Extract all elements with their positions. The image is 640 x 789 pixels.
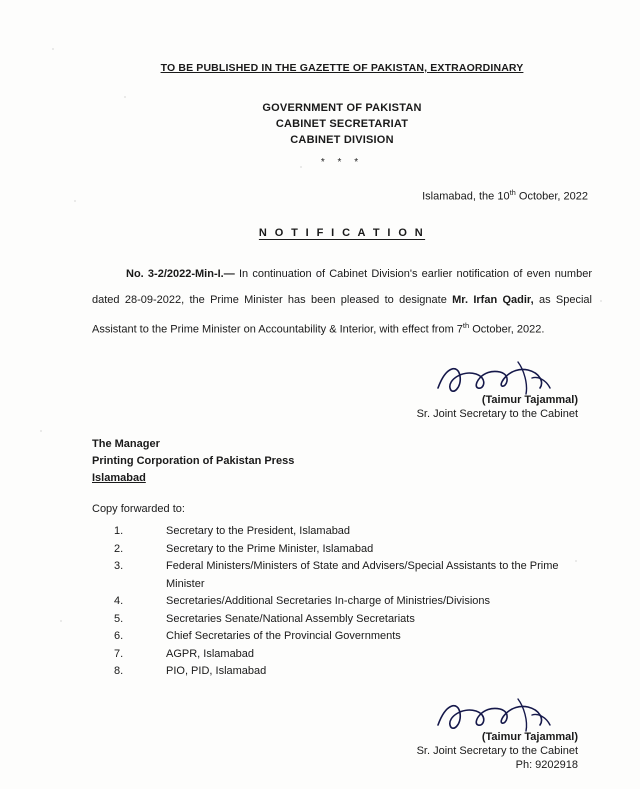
dateline-ordinal: th — [509, 188, 516, 197]
body-text-part-2: as Special Assistant to the Prime Minister on Accountability & Interior, with effect from 7 — [92, 293, 592, 336]
scan-speckle — [40, 430, 42, 432]
list-item-text: Federal Ministers/Ministers of State and Advisers/Special Assistants to the Prime Minister — [166, 560, 559, 590]
signatory-phone: Ph: 9202918 — [515, 758, 578, 771]
scan-speckle — [600, 300, 602, 302]
copy-forwarded-label: Copy forwarded to: — [92, 503, 185, 516]
handwritten-signature-icon — [92, 358, 578, 398]
copy-forwarded-list — [92, 523, 592, 681]
list-item-text: Secretaries/Additional Secretaries In-charge of Ministries/Divisions — [166, 595, 491, 608]
organization-block — [92, 100, 592, 148]
signatory-name: (Taimur Tajammal) — [481, 730, 578, 743]
list-item — [92, 611, 592, 629]
list-item — [92, 628, 592, 646]
scan-speckle — [60, 620, 62, 622]
scan-speckle — [52, 48, 54, 50]
addressee-line-title: The Manager — [92, 438, 160, 451]
scan-speckle — [74, 200, 76, 202]
list-item — [92, 663, 592, 681]
document-content — [92, 0, 592, 771]
list-item-number: 2. — [114, 542, 124, 555]
designated-person-name: Mr. Irfan Qadir, — [452, 293, 534, 306]
list-item-number: 1. — [114, 525, 124, 538]
list-item — [92, 646, 592, 664]
signatory-role: Sr. Joint Secretary to the Cabinet — [416, 408, 578, 421]
handwritten-signature-icon — [92, 695, 578, 735]
dateline — [92, 188, 592, 203]
signature-block-secondary — [92, 695, 592, 771]
effect-date-ordinal: th — [462, 320, 470, 330]
list-item-number: 6. — [114, 630, 124, 643]
list-item-number: 8. — [114, 665, 124, 678]
dateline-suffix: October, 2022 — [515, 190, 588, 203]
list-item — [92, 523, 592, 541]
gazette-headline: TO BE PUBLISHED IN THE GAZETTE OF PAKISTAN, EXTRAORDINARY — [160, 62, 524, 74]
list-item-number: 3. — [114, 560, 124, 573]
list-item-number: 4. — [114, 595, 124, 608]
notification-title: N O T I F I C A T I O N — [258, 226, 426, 239]
org-line-government: GOVERNMENT OF PAKISTAN — [262, 102, 422, 114]
signature-block-primary — [92, 358, 592, 420]
list-item-number: 5. — [114, 612, 124, 625]
ornament-stars: * * * — [320, 157, 364, 168]
body-text-part-3: October, 2022. — [469, 323, 545, 336]
addressee-block — [92, 436, 592, 487]
addressee-line-org: Printing Corporation of Pakistan Press — [92, 455, 295, 468]
list-item-text: PIO, PID, Islamabad — [166, 665, 267, 678]
list-item-text: Secretary to the Prime Minister, Islamabad — [166, 542, 374, 555]
list-item-text: AGPR, Islamabad — [166, 647, 255, 660]
signatory-role: Sr. Joint Secretary to the Cabinet — [416, 744, 578, 757]
notification-body — [92, 261, 592, 343]
addressee-line-city: Islamabad — [92, 472, 146, 485]
body-text-part-1: In continuation of Cabinet Division's earlier notification of even number dated 28-09-2022, the Prime Minister has been pleased to designate — [92, 267, 592, 306]
list-item-text: Chief Secretaries of the Provincial Governments — [166, 630, 401, 643]
reference-number: No. 3-2/2022-Min-I.— — [126, 267, 235, 280]
org-line-division: CABINET DIVISION — [290, 134, 394, 146]
dateline-prefix: Islamabad, the 10 — [422, 190, 510, 203]
list-item — [92, 558, 592, 593]
list-item — [92, 593, 592, 611]
org-line-secretariat: CABINET SECRETARIAT — [275, 118, 409, 130]
signatory-name: (Taimur Tajammal) — [481, 394, 578, 407]
list-item-number: 7. — [114, 647, 124, 660]
list-item — [92, 541, 592, 559]
list-item-text: Secretary to the President, Islamabad — [166, 525, 351, 538]
list-item-text: Secretaries Senate/National Assembly Secretariats — [166, 612, 415, 625]
